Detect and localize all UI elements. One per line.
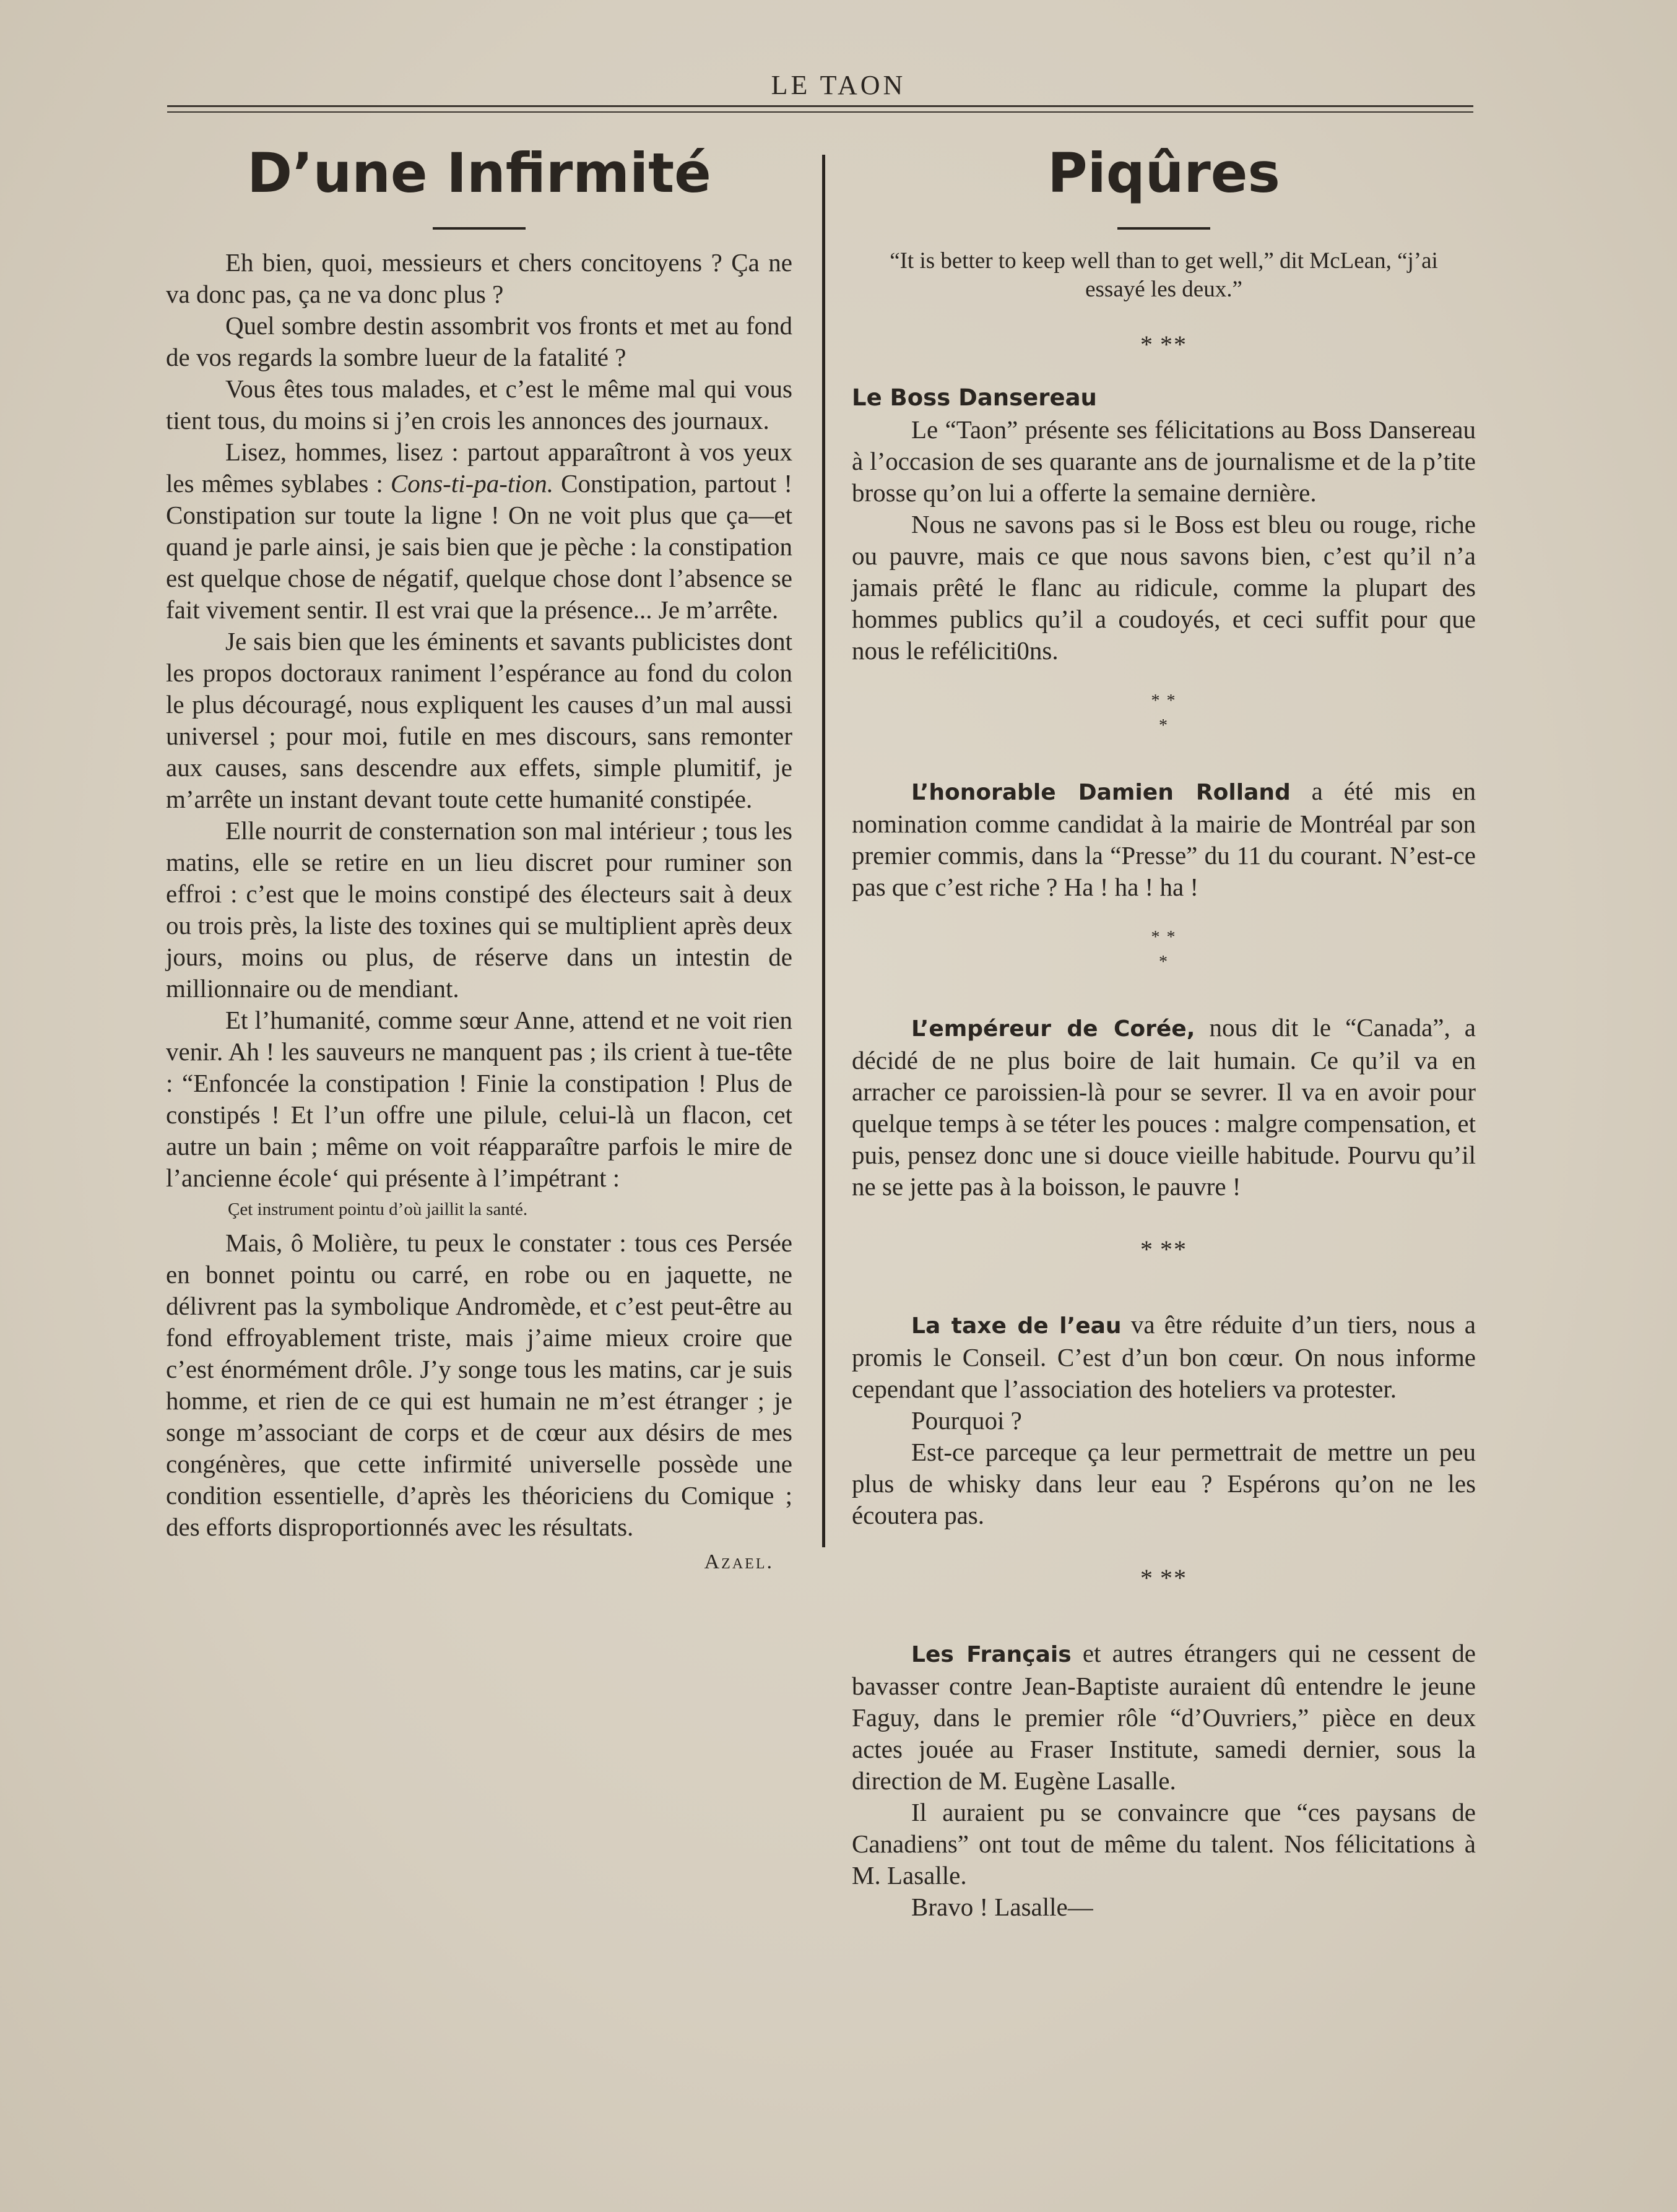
paragraph: Eh bien, quoi, messieurs et chers concitoyens ? Ça ne va donc pas, ça ne va donc plus ? (166, 248, 792, 308)
item-heading: Les Français (911, 1642, 1072, 1667)
article-infirmite (166, 133, 792, 1574)
paragraph (166, 436, 792, 626)
paragraph: Bravo ! Lasalle— (911, 1893, 1093, 1921)
title-rule (433, 227, 526, 230)
item-heading: Le Boss Dansereau (852, 384, 1097, 411)
paragraph: Et l’humanité, comme sœur Anne, attend et ne voit rien venir. Ah ! les sauveurs ne manquent pas ; ils crient à tue-tête : “Enfoncée la constipation ! Finie la constipation ! Plus de constipés ! Et l’un offre une pilule, celui-là un flacon, cet autre un bain ; même on voit réapparaître parfois le mire de l’ancienne école‘ qui présente à l’impétrant : (166, 1006, 792, 1192)
column-title: Piqûres (1047, 141, 1280, 205)
paragraph: Je sais bien que les éminents et savants publicistes dont les propos doctoraux raniment l’espérance au fond du colon le plus découragé, nous expliquent les causes d’un mal aussi universel ; pour moi, futile en mes discours, sans remonter aux causes, sans descendre aux effets, simple plumitif, je m’arrête un instant devant toute cette humanité constipée. (166, 627, 792, 813)
paragraph (852, 775, 1476, 903)
title-rule (1117, 227, 1210, 230)
header-rule (167, 105, 1473, 107)
author-signature: Azael. (704, 1550, 774, 1573)
column-divider (822, 155, 825, 1547)
verse-quote: Çet instrument pointu d’où jaillit la santé. (228, 1199, 528, 1219)
item-heading: L’honorable Damien Rolland (911, 780, 1291, 805)
asterism-separator: * ** (1140, 1564, 1187, 1592)
item-heading: L’empéreur de Corée, (911, 1016, 1195, 1042)
paragraph (852, 1012, 1476, 1203)
paragraph-text: a été mis en nomination comme candidat à la mairie de Montréal par son premier commis, dans la “Presse” du 11 du courant. N’est-ce pas que c’est riche ? Ha ! ha ! ha ! (852, 777, 1476, 901)
paragraph: Nous ne savons pas si le Boss est bleu ou rouge, riche ou pauvre, mais ce que nous savons bien, c’est qu’il n’a jamais prêté le flanc au ridicule, comme la plupart des hommes publics qu’il a coudoyés, et ceci suffit pour que nous le reféliciti0ns. (852, 510, 1476, 665)
paragraph-text: et autres étrangers qui ne cessent de bavasser contre Jean-Baptiste auraient dû entendre le jeune Faguy, dans le premier rôle “d’Ouvriers,” pièce en deux actes jouée au Fraser Institute, samedi dernier, sous la direction de M. Eugène Lasalle. (852, 1639, 1476, 1795)
asterism-separator: * ** (1140, 331, 1187, 358)
epigraph-quote: “It is better to keep well than to get well,” dit McLean, “j’ai essayé les deux.” (890, 248, 1438, 302)
paragraph: Vous êtes tous malades, et c’est le même mal qui vous tient tous, du moins si j’en crois les annonces des journaux. (166, 374, 792, 434)
asterism-separator: * * * (1151, 691, 1177, 735)
article-title: D’une Infirmité (247, 141, 711, 205)
item-heading: La taxe de l’eau (911, 1313, 1122, 1339)
paragraph-text: nous dit le “Canada”, a décidé de ne plus boire de lait humain. Ce qu’il va en arracher ce paroissien-là pour se sevrer. Il va en avoir pour quelque temps à se téter les pouces : malgre compensation, et puis, pensez donc une si douce vieille habitude. Pourvu qu’il ne se jette pas à la boisson, le pauvre ! (852, 1013, 1476, 1201)
paragraph (852, 1638, 1476, 1797)
paragraph: Elle nourrit de consternation son mal intérieur ; tous les matins, elle se retire en un lieu discret pour ruminer son effroi : c’est que le moins constipé des électeurs sait à deux ou trois près, la liste des toxines qui se multiplient après deux jours, moins ou plus, de réserve dans un intestin de millionnaire ou de mendiant. (166, 816, 792, 1003)
asterism-separator: * * * (1151, 928, 1177, 972)
paragraph-text: va être réduite d’un tiers, nous a promis le Conseil. C’est d’un bon cœur. On nous informe cependant que l’association des hoteliers va protester. (852, 1310, 1476, 1403)
column-piqures (852, 133, 1476, 1923)
paragraph: Le “Taon” présente ses félicitations au Boss Dansereau à l’occasion de ses quarante ans de journalisme et de la p’tite brosse qu’on lui a offerte la semaine dernière. (852, 415, 1476, 507)
paragraph-text: Lisez, hommes, lisez : partout apparaîtront à vos yeux les mêmes syblabes : (166, 438, 792, 498)
header-rule-thin (167, 111, 1473, 113)
asterism-separator: * ** (1140, 1235, 1187, 1263)
paragraph: Mais, ô Molière, tu peux le constater : tous ces Persée en bonnet pointu ou carré, en robe ou en jaquette, ne délivrent pas la symbolique Andromède, et c’est peut-être au fond effroyablement triste, mais j’aime mieux croire que c’est énormément drôle. J’y songe tous les matins, car je suis homme, et rien de ce qui est humain ne m’est étranger ; je songe m’associant de corps et de cœur aux désirs de mes congénères, que cette infirmité universelle possède une condition essentielle, d’après les théoriciens du Comique ; des efforts disproportionnés avec les résultats. (166, 1229, 792, 1541)
running-title: LE TAON (771, 70, 906, 100)
paragraph (852, 1309, 1476, 1405)
paragraph: Est-ce parceque ça leur permettrait de mettre un peu plus de whisky dans leur eau ? Espérons qu’on ne les écoutera pas. (852, 1438, 1476, 1529)
paragraph-text: Constipation, partout ! Constipation sur toute la ligne ! On ne voit plus que ça—et quand je parle ainsi, je sais bien que je pèche : la constipation est quelque chose de négatif, quelque chose dont l’absence se fait vivement sentir. Il est vrai que la présence... Je m’arrête. (166, 469, 793, 624)
paragraph: Pourquoi ? (911, 1406, 1022, 1435)
paragraph: Quel sombre destin assombrit vos fronts et met au fond de vos regards la sombre lueur de la fatalité ? (166, 311, 792, 371)
paragraph: Il auraient pu se convaincre que “ces paysans de Canadiens” ont tout de même du talent. Nos félicitations à M. Lasalle. (852, 1798, 1476, 1890)
syllabled-word: Cons-ti-pa-tion. (390, 469, 553, 498)
